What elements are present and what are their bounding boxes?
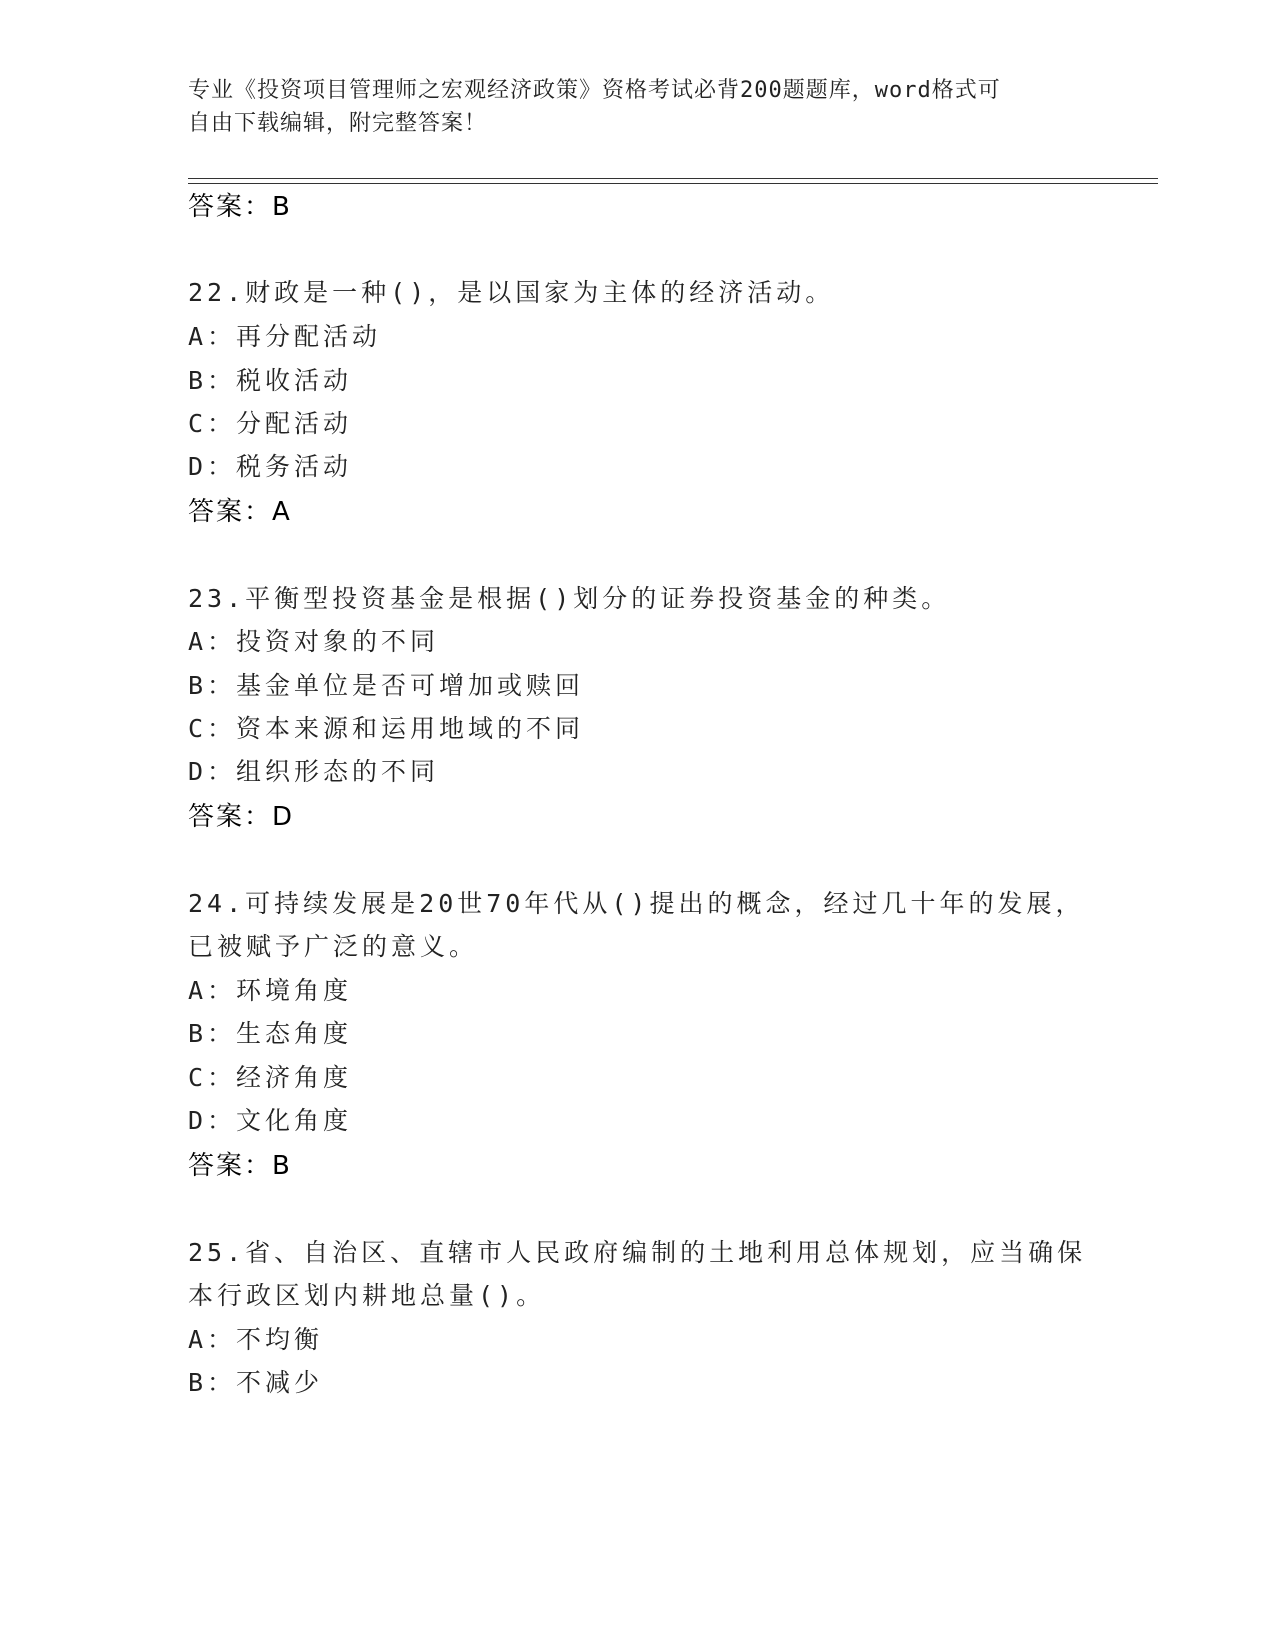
answer-line: 答案：A <box>188 497 292 527</box>
option-a: A：环境角度 <box>188 976 353 1005</box>
option-b: B：基金单位是否可增加或赎回 <box>188 671 585 700</box>
option-c: C：经济角度 <box>188 1063 353 1092</box>
answer-line: 答案：D <box>188 802 295 832</box>
option-a: A：不均衡 <box>188 1325 324 1354</box>
option-b: B：生态角度 <box>188 1019 353 1048</box>
option-b: B：税收活动 <box>188 366 353 395</box>
option-d: D：文化角度 <box>188 1106 353 1135</box>
answer-line: 答案：B <box>188 192 292 222</box>
header-divider-top <box>188 178 1158 179</box>
header-line-2: 自由下载编辑，附完整答案！ <box>188 111 488 136</box>
document-header <box>188 74 1088 140</box>
option-c: C：资本来源和运用地域的不同 <box>188 714 585 743</box>
question-stem: 23.平衡型投资基金是根据()划分的证券投资基金的种类。 <box>188 584 951 613</box>
question-stem: 24.可持续发展是20世70年代从()提出的概念，经过几十年的发展， <box>188 889 1085 918</box>
question-stem-continued: 已被赋予广泛的意义。 <box>188 932 479 961</box>
question-stem-continued: 本行政区划内耕地总量()。 <box>188 1281 546 1310</box>
option-d: D：税务活动 <box>188 452 353 481</box>
option-d: D：组织形态的不同 <box>188 757 440 786</box>
question-stem: 22.财政是一种()，是以国家为主体的经济活动。 <box>188 278 835 307</box>
option-c: C：分配活动 <box>188 409 353 438</box>
question-stem: 25.省、自治区、直辖市人民政府编制的土地利用总体规划，应当确保 <box>188 1238 1087 1267</box>
option-a: A：投资对象的不同 <box>188 627 440 656</box>
answer-line: 答案：B <box>188 1151 292 1181</box>
option-a: A：再分配活动 <box>188 322 382 351</box>
option-b: B：不减少 <box>188 1368 324 1397</box>
header-divider-bottom <box>188 183 1158 184</box>
header-line-1: 专业《投资项目管理师之宏观经济政策》资格考试必背200题题库，word格式可 <box>188 78 1001 103</box>
